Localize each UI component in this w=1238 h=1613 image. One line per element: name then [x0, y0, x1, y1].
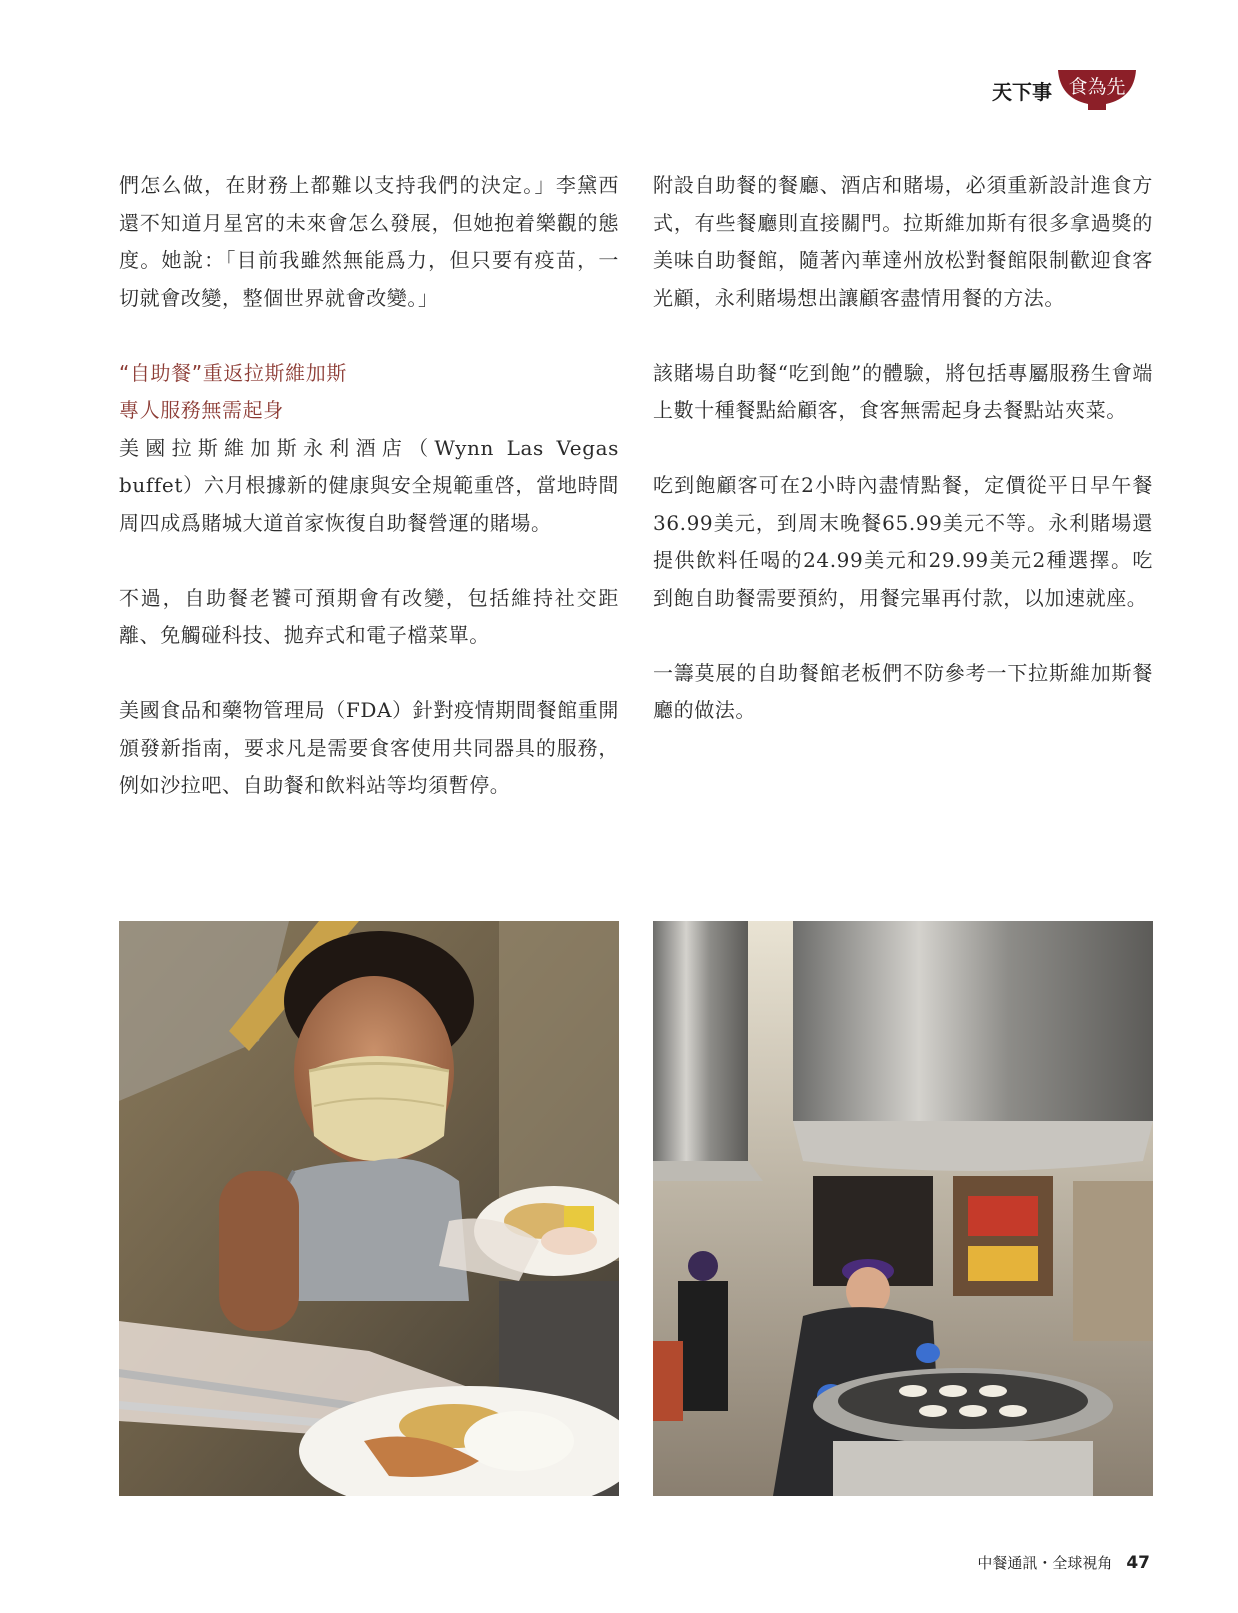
paragraph: 該賭場自助餐“吃到飽”的體驗，將包括專屬服務生會端上數十種餐點給顧客，食客無需起身去餐點站夾菜。 — [653, 360, 1153, 422]
section-header — [992, 68, 1138, 112]
section-title-left: 天下事 — [992, 79, 1052, 104]
paragraph: 附設自助餐的餐廳、酒店和賭場，必須重新設計進食方式，有些餐廳則直接關門。拉斯維加斯有很多拿過獎的美味自助餐館，隨著內華達州放松對餐館限制歡迎食客光顧，永利賭場想出讓顧客盡情用餐的方法。 — [653, 173, 1153, 310]
page-footer — [977, 1552, 1150, 1573]
paragraph: 美國食品和藥物管理局（FDA）針對疫情期間餐館重開頒發新指南，要求凡是需要食客使用共同器具的服務，例如沙拉吧、自助餐和飲料站等均須暫停。 — [119, 698, 619, 797]
right-column — [653, 167, 1153, 767]
paragraph: 們怎么做，在財務上都難以支持我們的決定。」李黛西還不知道月星宮的未來會怎么發展，但她抱着樂觀的態度。她說：「目前我雖然無能爲力，但只要有疫苗，一切就會改變，整個世界就會改變。」 — [119, 173, 619, 310]
bowl-icon — [1056, 68, 1138, 112]
section-title-right: 食為先 — [1068, 76, 1126, 98]
paragraph: 不過，自助餐老饕可預期會有改變，包括維持社交距離、免觸碰科技、拋弃式和電子檔菜單。 — [119, 585, 619, 647]
left-column — [119, 167, 619, 842]
page-number: 47 — [1126, 1553, 1150, 1573]
chefs-at-buffet-station-photo — [653, 921, 1153, 1496]
girl-with-mask-buffet-photo — [119, 921, 619, 1496]
paragraph: 美國拉斯維加斯永利酒店（Wynn Las Vegas buffet）六月根據新的健康與安全規範重啓，當地時間周四成爲賭城大道首家恢復自助餐營運的賭場。 — [119, 435, 619, 535]
subheading: “自助餐”重返拉斯維加斯 — [119, 360, 347, 385]
publication-name: 中餐通訊・全球視角 — [977, 1554, 1113, 1572]
paragraph: 吃到飽顧客可在2小時內盡情點餐，定價從平日早午餐36.99美元，到周末晚餐65.99美元不等。永利賭場還提供飲料任喝的24.99美元和29.99美元2種選擇。吃到飽自助餐需要預約，用餐完畢再付款，以加速就座。 — [653, 473, 1153, 610]
paragraph: 一籌莫展的自助餐館老板們不防參考一下拉斯維加斯餐廳的做法。 — [653, 660, 1153, 722]
subheading: 專人服務無需起身 — [119, 398, 284, 422]
